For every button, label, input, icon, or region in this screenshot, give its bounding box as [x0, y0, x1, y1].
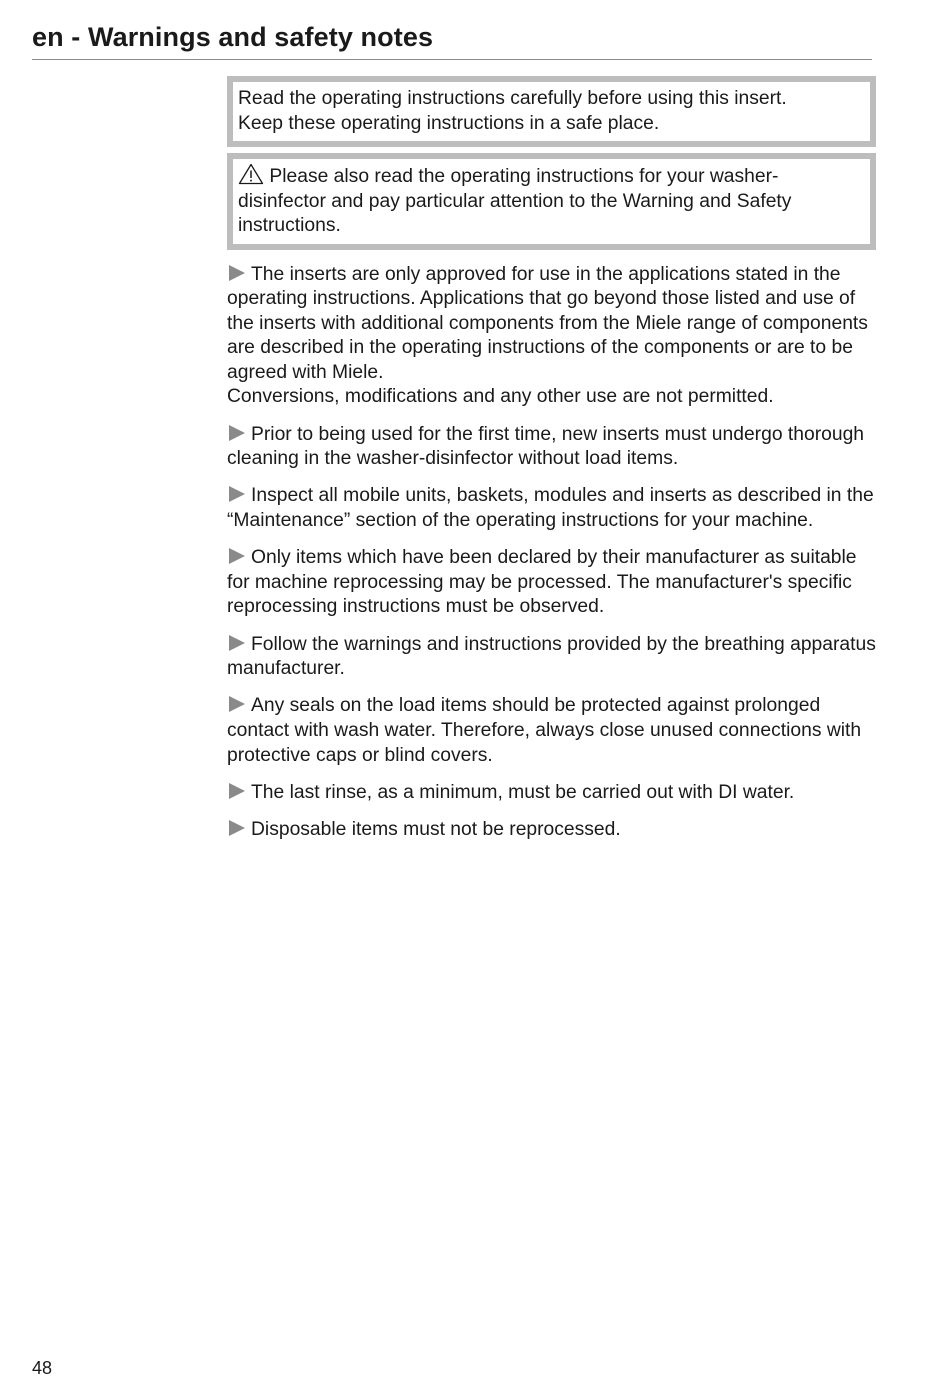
safety-list: [227, 263, 876, 843]
header-rule: [32, 59, 872, 60]
notice-line: Read the operating instructions carefully before using this insert.: [238, 88, 787, 109]
arrow-bullet-icon: [227, 547, 247, 565]
page-header: [32, 18, 872, 60]
list-item: [227, 546, 876, 620]
arrow-bullet-icon: [227, 485, 247, 503]
notice-line: Keep these operating instructions in a safe place.: [238, 112, 660, 134]
arrow-bullet-icon: [227, 782, 247, 800]
warning-triangle-icon: [238, 163, 264, 185]
item-text: Only items which have been declared by their manufacturer as suitable for machine reprocessing may be processed. The manufacturer's specific reprocessing instructions must be observed.: [227, 547, 857, 618]
arrow-bullet-icon: [227, 424, 247, 442]
arrow-bullet-icon: [227, 695, 247, 713]
item-text: Disposable items must not be reprocessed.: [251, 818, 621, 840]
page-number: 48: [32, 1358, 53, 1378]
warning-text: Please also read the operating instructions for your washer-disinfector and pay particular attention to the Warning and Safety instructions.: [238, 166, 792, 236]
arrow-bullet-icon: [227, 264, 247, 282]
main-content: [227, 76, 876, 855]
item-text: Inspect all mobile units, baskets, modules and inserts as described in the “Maintenance” section of the operating instructions for your machine.: [227, 485, 874, 532]
list-item: [227, 633, 876, 682]
list-item: [227, 694, 876, 768]
notice-box: [227, 76, 876, 147]
item-extra-text: Conversions, modifications and any other use are not permitted.: [227, 386, 774, 408]
list-item: [227, 263, 876, 411]
warning-box: [227, 153, 876, 250]
arrow-bullet-icon: [227, 634, 247, 652]
page-title: en - Warnings and safety notes: [32, 22, 434, 52]
item-text: Prior to being used for the first time, new inserts must undergo thorough cleaning in the washer-disinfector without load items.: [227, 423, 865, 470]
item-text: Follow the warnings and instructions provided by the breathing apparatus manufacturer.: [227, 633, 876, 680]
item-text: The inserts are only approved for use in the applications stated in the operating instructions. Applications that go beyond those listed and use of the inserts with additional components from the Miele range of components are described in the operating instructions of the components or are to be agreed with Miele.: [227, 263, 868, 383]
arrow-bullet-icon: [227, 819, 247, 837]
list-item: [227, 818, 876, 843]
item-text: Any seals on the load items should be protected against prolonged contact with wash water. Therefore, always close unused connections with protective caps or blind covers.: [227, 695, 862, 766]
list-item: [227, 484, 876, 533]
item-text: The last rinse, as a minimum, must be carried out with DI water.: [251, 781, 795, 803]
list-item: [227, 423, 876, 472]
list-item: [227, 781, 876, 806]
